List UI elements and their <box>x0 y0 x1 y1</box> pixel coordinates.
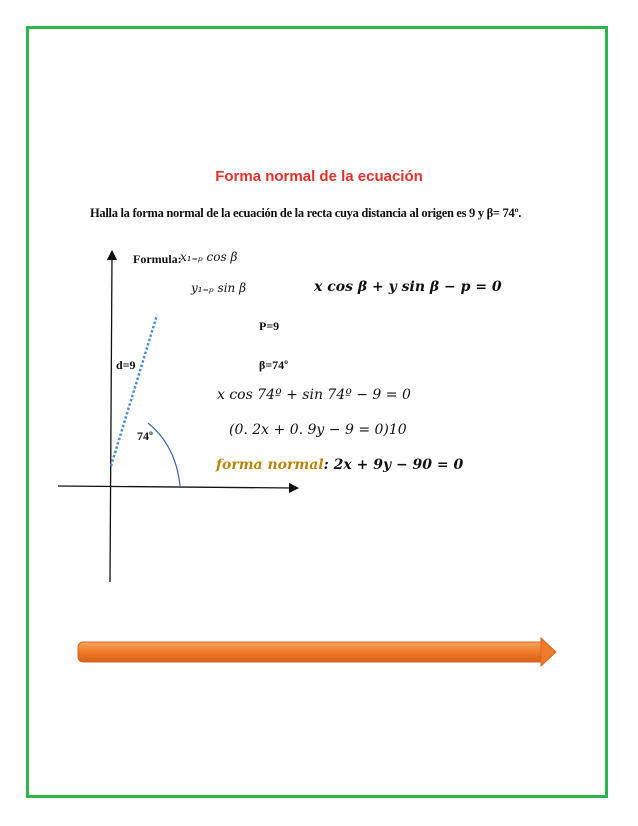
progress-arrow-body <box>78 642 546 662</box>
given-p: P=9 <box>259 319 280 333</box>
angle-label: 74º <box>137 429 153 443</box>
y-axis <box>110 255 112 582</box>
substitution-equation: x cos 74º + sin 74º − 9 = 0 <box>217 387 411 403</box>
general-normal-equation: x cos β + y sin β − p = 0 <box>314 279 502 295</box>
x-axis <box>58 486 294 488</box>
result-equation <box>216 457 463 473</box>
problem-statement: Halla la forma normal de la ecuación de la recta cuya distancia al origen es 9 y β= 74º. <box>90 206 522 220</box>
decimal-equation: (0. 2x + 0. 9y − 9 = 0)10 <box>229 422 407 438</box>
progress-arrow-head <box>541 638 556 666</box>
page-title: Forma normal de la ecuación <box>215 168 423 185</box>
result-value: : 2x + 9y − 90 = 0 <box>323 457 464 473</box>
formula-x: x₁₌ₚ cos β <box>180 250 238 264</box>
formula-y: y₁₌ₚ sin β <box>191 281 247 295</box>
given-beta: β=74º <box>259 358 289 372</box>
formula-label: Formula: <box>133 252 182 266</box>
result-label: forma normal <box>216 457 324 473</box>
distance-label: d=9 <box>116 358 136 372</box>
